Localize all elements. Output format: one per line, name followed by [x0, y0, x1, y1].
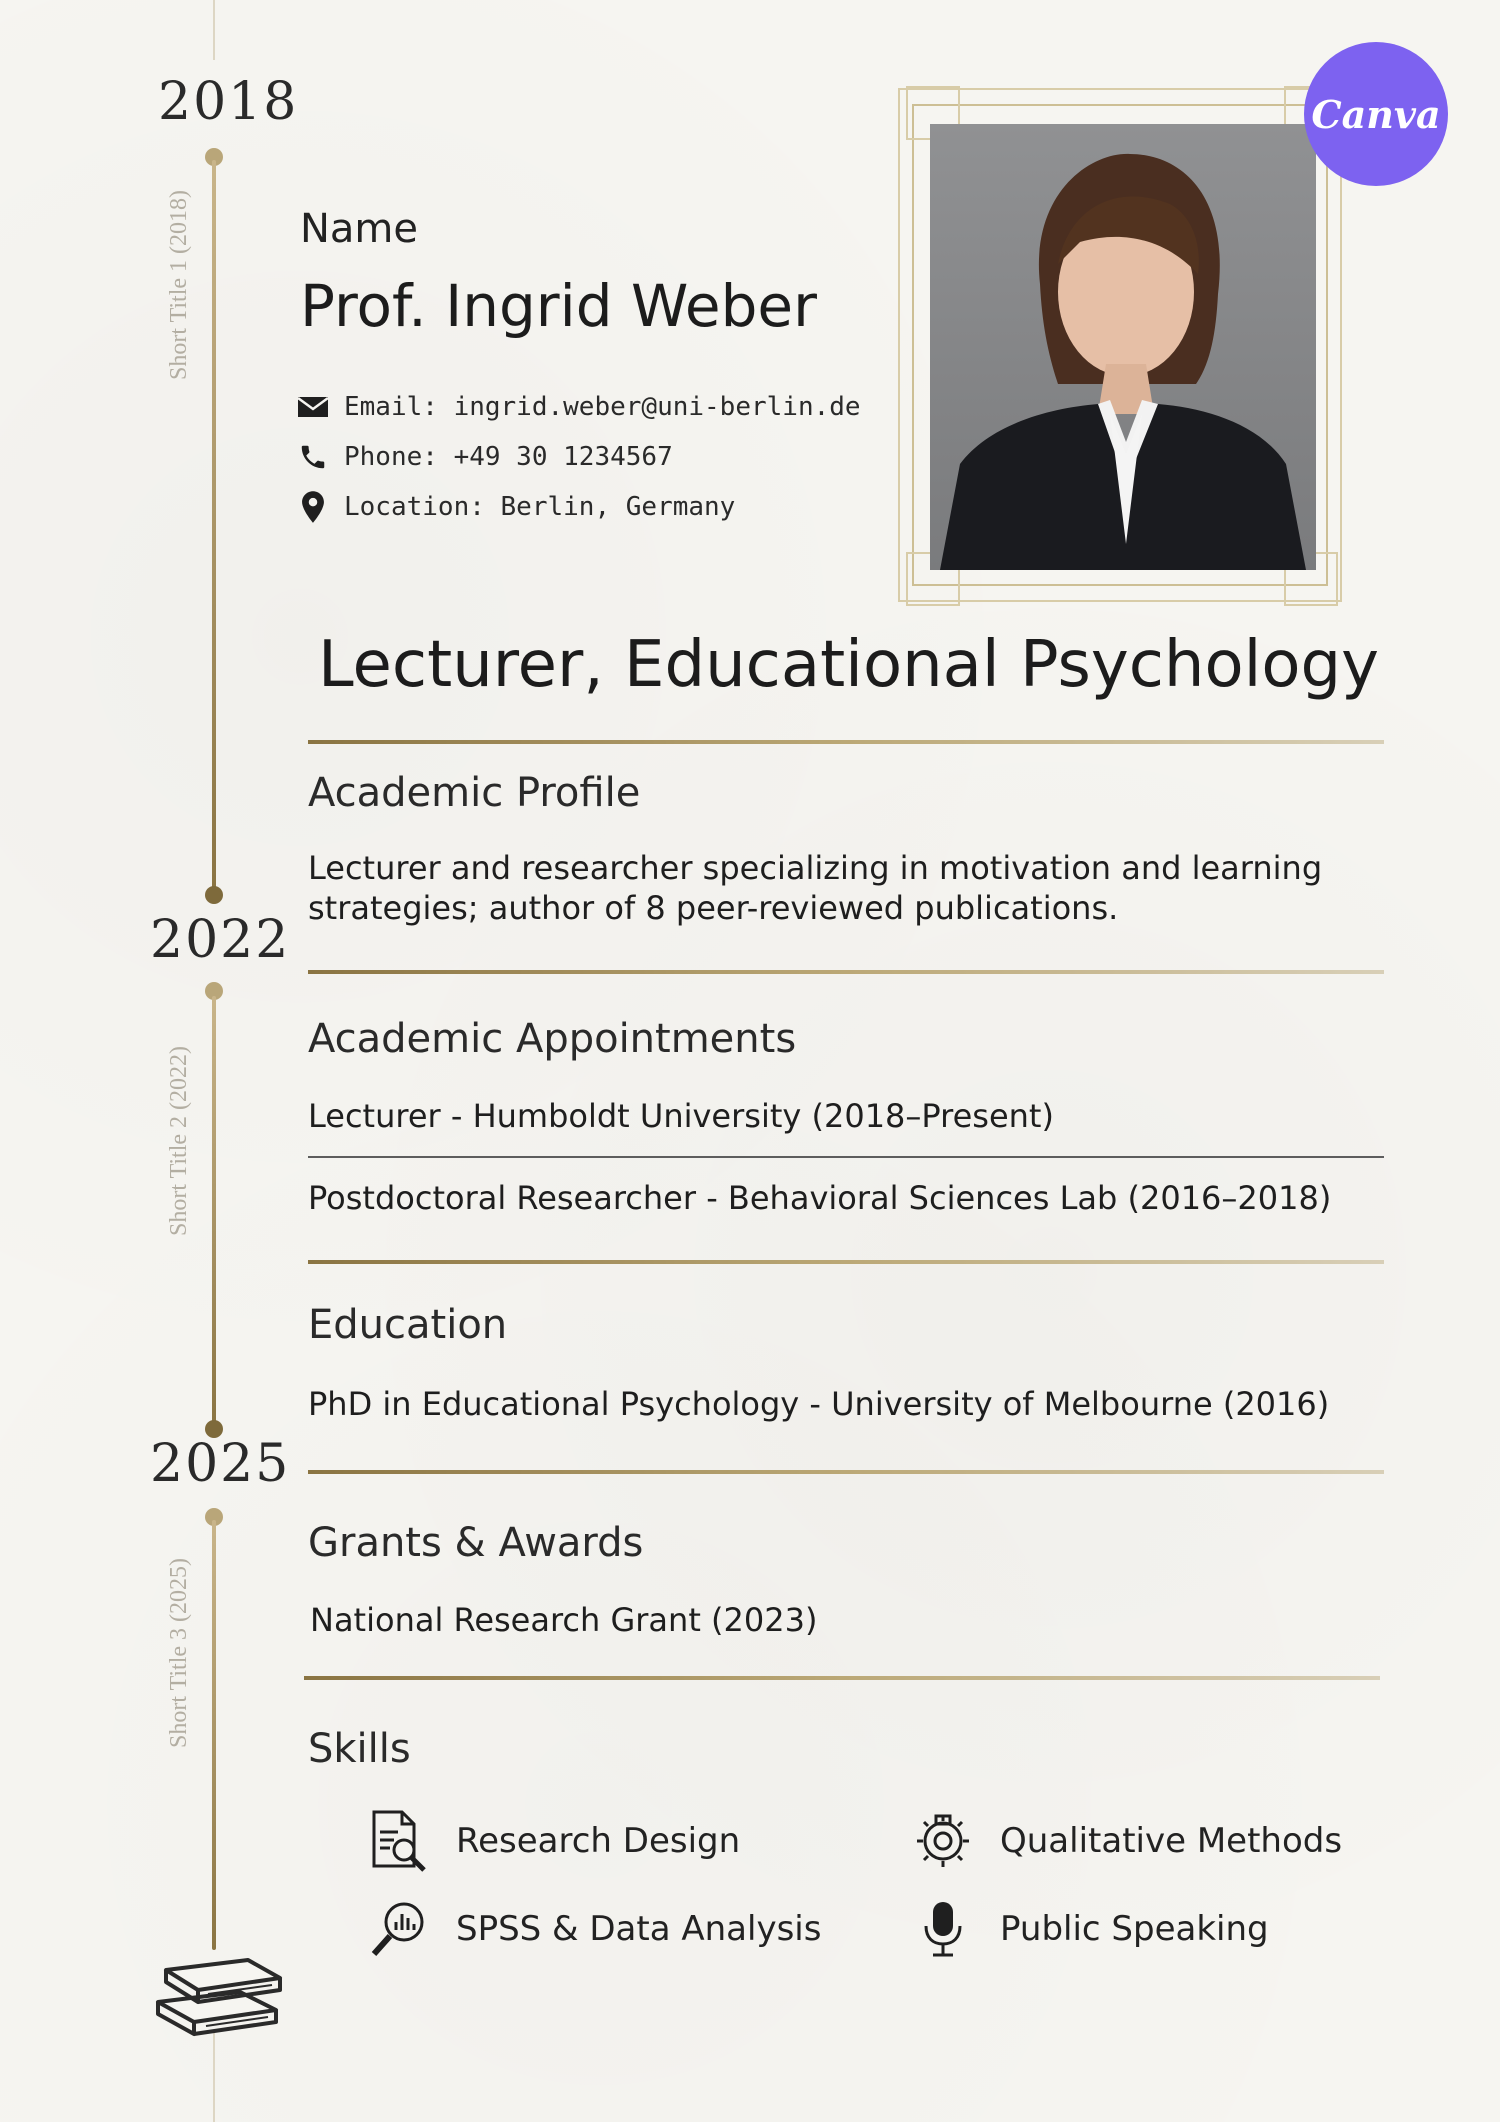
envelope-icon — [296, 390, 330, 424]
section-title-grants: Grants & Awards — [308, 1520, 644, 1566]
timeline-short-title-1: Short Title 1 (2018) — [166, 189, 192, 380]
section-title-profile: Academic Profile — [308, 770, 641, 816]
skill-item — [908, 1894, 1269, 1964]
chart-search-icon — [364, 1894, 434, 1964]
location-text: Location: Berlin, Germany — [344, 492, 736, 522]
divider — [308, 740, 1384, 744]
timeline-year-3: 2025 — [150, 1434, 291, 1494]
timeline-short-title-3: Short Title 3 (2025) — [166, 1557, 192, 1748]
skill-item — [364, 1806, 740, 1876]
contact-phone — [296, 440, 673, 474]
timeline-top-stub — [213, 0, 215, 60]
divider — [304, 1676, 1380, 1680]
skill-item — [908, 1806, 1342, 1876]
timeline-segment-2 — [212, 996, 216, 1426]
timeline-segment-3 — [212, 1520, 216, 1950]
skill-label: Public Speaking — [1000, 1909, 1269, 1949]
skill-label: SPSS & Data Analysis — [456, 1909, 822, 1949]
skill-label: Qualitative Methods — [1000, 1821, 1343, 1861]
document-search-icon — [364, 1806, 434, 1876]
name-label: Name — [300, 206, 419, 252]
divider — [308, 970, 1384, 974]
section-title-education: Education — [308, 1302, 508, 1348]
divider — [308, 1260, 1384, 1264]
appointment-item: Lecturer - Humboldt University (2018–Present) — [308, 1097, 1054, 1135]
education-item: PhD in Educational Psychology - University of Melbourne (2016) — [308, 1385, 1330, 1423]
contact-location — [296, 490, 735, 524]
timeline-year-2: 2022 — [150, 910, 291, 970]
job-title: Lecturer, Educational Psychology — [318, 628, 1380, 702]
grant-item: National Research Grant (2023) — [310, 1601, 818, 1639]
timeline-dot — [205, 886, 223, 904]
skill-label: Research Design — [456, 1821, 741, 1861]
phone-text: Phone: +49 30 1234567 — [344, 442, 673, 472]
section-title-skills: Skills — [308, 1726, 411, 1772]
microphone-icon — [908, 1894, 978, 1964]
profile-text-line-2: strategies; author of 8 peer-reviewed publications. — [308, 889, 1119, 927]
canva-badge[interactable]: Canva — [1304, 42, 1448, 186]
email-text: Email: ingrid.weber@uni-berlin.de — [344, 392, 861, 422]
books-icon — [148, 1940, 288, 2050]
location-pin-icon — [296, 490, 330, 524]
person-name: Prof. Ingrid Weber — [300, 272, 817, 340]
profile-text-line-1: Lecturer and researcher specializing in motivation and learning — [308, 849, 1323, 887]
timeline-year-1: 2018 — [158, 72, 299, 132]
skill-item — [364, 1894, 821, 1964]
divider — [308, 1470, 1384, 1474]
divider-thin — [308, 1156, 1384, 1158]
contact-email — [296, 390, 861, 424]
gear-hand-icon — [908, 1806, 978, 1876]
profile-photo — [930, 124, 1316, 570]
timeline-segment-1 — [212, 160, 216, 890]
timeline-short-title-2: Short Title 2 (2022) — [166, 1045, 192, 1236]
phone-icon — [296, 440, 330, 474]
appointment-item: Postdoctoral Researcher - Behavioral Sciences Lab (2016–2018) — [308, 1179, 1332, 1217]
section-title-appointments: Academic Appointments — [308, 1016, 797, 1062]
